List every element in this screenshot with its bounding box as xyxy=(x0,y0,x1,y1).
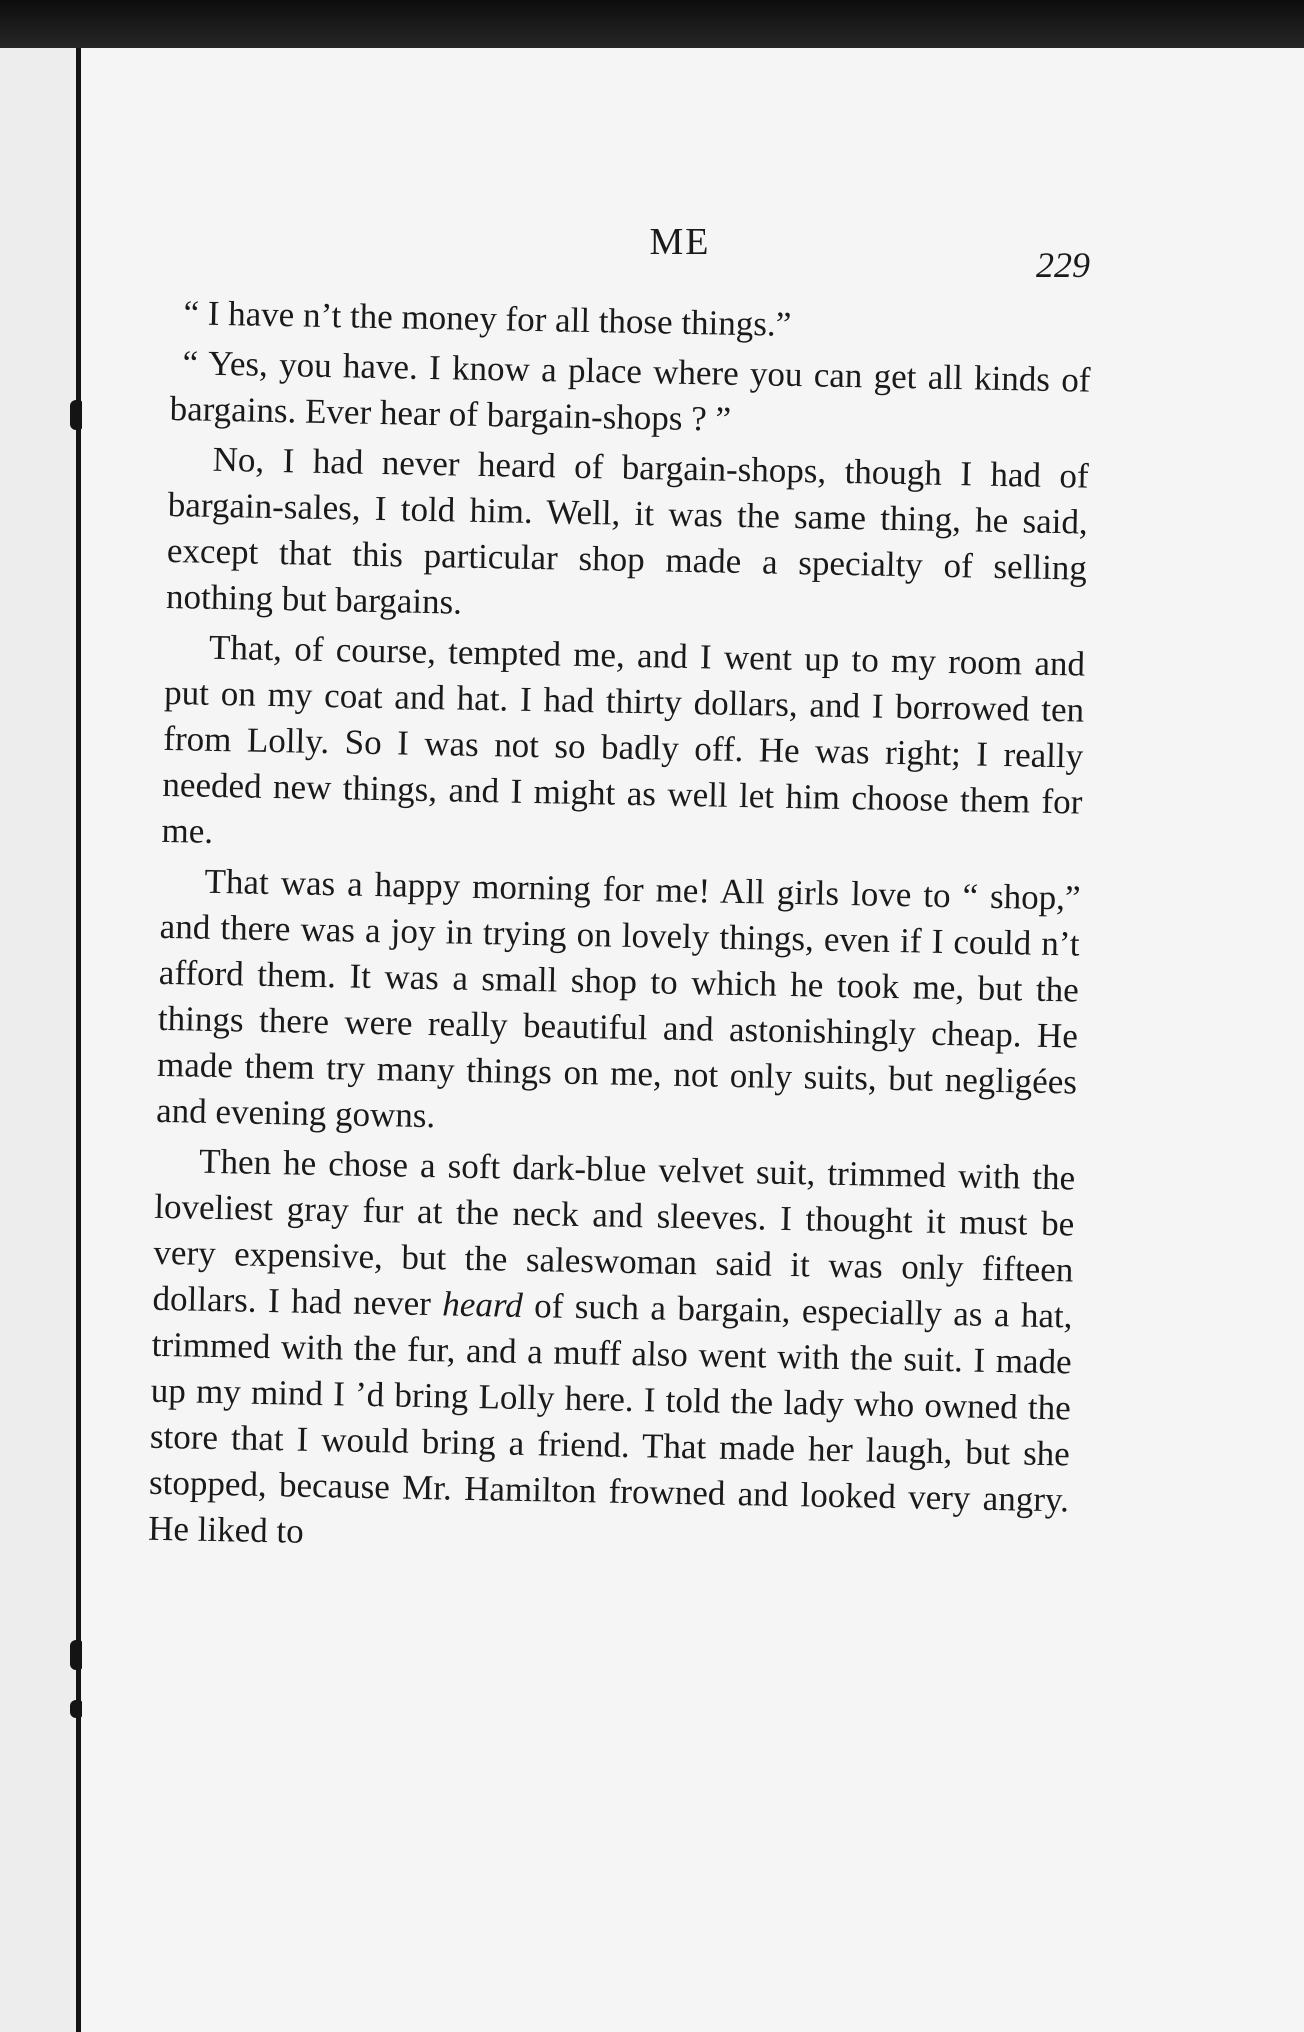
paragraph-2: “ Yes, you have. I know a place where you can get all kinds of bargains. Ever hear of bargain-shops ? ” xyxy=(169,343,1091,439)
emphasized-word: heard xyxy=(442,1284,524,1325)
paragraph-1: “ I have n’t the money for all those things.” xyxy=(183,293,792,344)
page-number: 229 xyxy=(1036,245,1090,285)
paragraph-3: No, I had never heard of bargain-shops, though I had of bargain-sales, I told him. Well, it was the same thing, he said, except that this particular shop made a specialty of selling nothing but bargains. xyxy=(165,439,1089,622)
paragraph-6 xyxy=(148,1138,1076,1570)
book-spine-edge xyxy=(76,48,81,2032)
paragraph-6-text-end: of such a bargain, especially as a hat, trimmed with the fur, and a muff also went with the suit. I made up my mind I ’d bring Lolly here. I told the lady who owned the store that I would bring a friend. That made her laugh, but she stopped, because Mr. Hamilton frowned and looked very angry. He liked to xyxy=(147,1285,1073,1551)
page-header xyxy=(170,220,1090,285)
scan-top-edge xyxy=(0,0,1304,48)
running-head: ME xyxy=(649,221,711,263)
paragraph-6-text-start: Then he chose a soft dark-blue velvet suit, trimmed with the loveliest gray fur at the neck and sleeves. I thought it must be very expensive, but the saleswoman said it was only fifteen dollars. I had never xyxy=(152,1141,1076,1324)
paragraph-4: That, of course, tempted me, and I went up to my room and put on my coat and hat. I had thirty dollars, and I borrowed ten from Lolly. So I was not so badly off. He was right; I really needed new things, and I might as well let him choose them for me. xyxy=(161,627,1086,851)
body-text xyxy=(148,290,1092,1573)
left-page-margin xyxy=(0,48,78,2032)
paragraph-5: That was a happy morning for me! All girls love to “ shop,” and there was a joy in trying on lovely things, even if I could n’t afford them. It was a small shop to which he took me, but the things there were really beautiful and astonishingly cheap. He made them try many things on me, not only suits, but negligées and evening gowns. xyxy=(155,861,1081,1136)
